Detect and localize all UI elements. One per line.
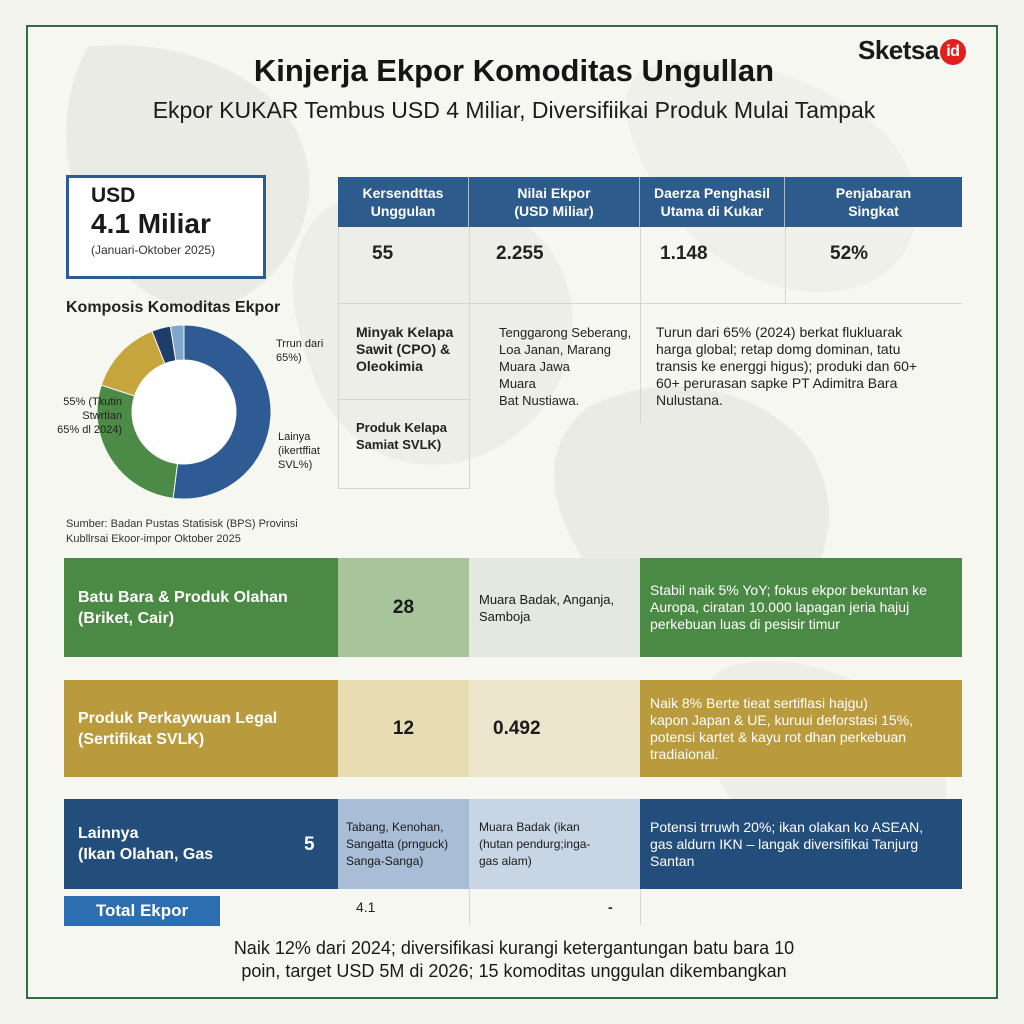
total-currency: USD xyxy=(91,184,136,207)
donut-label-bottom-right-text: Lainya (ikertffiat SVL%) xyxy=(278,431,320,471)
total-export-label: Total Ekpor xyxy=(64,896,220,926)
row1-region-value: 1.148 xyxy=(660,243,708,264)
infographic-frame xyxy=(26,25,998,999)
row-coal-region: Muara Badak, Anganja, Samboja xyxy=(469,558,640,657)
donut-label-top-right xyxy=(276,337,323,365)
donut-label-left-text: 55% (Tkutin Stwrtian 65% dl 2024) xyxy=(57,396,122,436)
row-wood-value: 12 xyxy=(338,680,469,777)
grid-hline xyxy=(338,303,962,304)
logo-text: Sketsa xyxy=(858,35,939,65)
page-subtitle: Ekpor KUKAR Tembus USD 4 Miliar, Diversifiikai Produk Mulai Tampak xyxy=(152,97,876,123)
row-svlk-name: Produk Kelapa Samiat SVLK) xyxy=(356,420,448,452)
row1-description-value: 52% xyxy=(830,243,869,264)
row-other-description: Potensi trruwh 20%; ikan olakan ko ASEAN, gas aldurn IKN – langak diversifikai Tanjurg Santan xyxy=(640,799,962,889)
footnote: Naik 12% dari 2024; diversifikasi kurangi ketergantungan batu bara 10 poin, target USD 5M di 2026; 15 komoditas unggulan dikembangkan xyxy=(233,938,795,981)
grid-vline xyxy=(469,227,470,489)
donut-label-left xyxy=(32,395,122,437)
row-coal-value: 28 xyxy=(338,558,469,657)
row-cpo-name: Minyak Kelapa Sawit (CPO) & Oleokimia xyxy=(356,324,454,374)
header-commodity: Kersendttas Unggulan xyxy=(338,177,469,227)
row-coal-description: Stabil naik 5% YoY; fokus ekpor bekuntan ke Auropa, ciratan 10.000 lapagan jeria hajuj perkebuan luas di pesisir timur xyxy=(640,558,962,657)
row-wood xyxy=(64,680,962,777)
row-cpo-region: Tenggarong Seberang, Loa Janan, Marang Muara Jawa Muara Bat Nustiawa. xyxy=(499,325,632,408)
row-other-region2: Muara Badak (ikan (hutan pendurg;inga- gas alam) xyxy=(469,799,640,889)
row-wood-value2: 0.492 xyxy=(469,680,640,777)
page-title: Kinjerja Ekpor Komoditas Ungullan xyxy=(253,53,775,88)
logo-badge: id xyxy=(940,39,966,65)
header-export-value: Nilai Ekpor (USD Miliar) xyxy=(469,177,640,227)
total-period: (Januari-Oktober 2025) xyxy=(91,243,216,257)
row-other-region: Tabang, Kenohan, Sangatta (prnguck) Sanga-Sanga) xyxy=(338,799,469,889)
row-other-value: 5 xyxy=(304,833,315,855)
row-coal xyxy=(64,558,962,657)
donut-label-bottom-right xyxy=(278,430,320,472)
row-other-name: Lainnya (Ikan Olahan, Gas xyxy=(64,799,338,889)
total-value-box xyxy=(66,175,266,279)
grid-vline xyxy=(640,227,641,423)
grid-hline xyxy=(338,488,469,489)
header-description: Penjabaran Singkat xyxy=(785,177,962,227)
composition-title: Komposis Komoditas Ekpor xyxy=(66,299,281,316)
header-region: Daerza Penghasil Utama di Kukar xyxy=(640,177,785,227)
row-cpo-description: Turun dari 65% (2024) berkat flukluarak harga global; retap domg dominan, tatu transis ke energgi higus); produki dan 60+ 60+ perurasan sapke PT Adimitra Bara Nulustana. xyxy=(656,324,918,408)
row-wood-description: Naik 8% Berte tieat sertiflasi hajgu) kapon Japan & UE, kuruui deforstasi 15%, potensi kartet & kayu rot dhan perkebuan tradiaional. xyxy=(640,680,962,777)
grid-vline xyxy=(469,889,470,925)
row1-commodity-value: 55 xyxy=(372,243,394,264)
donut-hole xyxy=(132,360,236,464)
row-wood-name: Produk Perkaywuan Legal (Sertifikat SVLK) xyxy=(64,680,338,777)
row-other xyxy=(64,799,962,889)
grid-vline xyxy=(338,227,339,489)
grid-vline xyxy=(785,227,786,303)
donut-label-top-right-text: Trrun dari 65%) xyxy=(276,338,324,364)
source-note: Sumber: Badan Pustas Statisisk (BPS) Provinsi Kubllrsai Ekoor-impor Oktober 2025 xyxy=(66,518,298,545)
grid-vline xyxy=(640,889,641,925)
grid-hline xyxy=(338,399,469,400)
total-value: 4.1 Miliar xyxy=(91,208,211,239)
row1-export-value: 2.255 xyxy=(496,243,544,264)
total-export-dash: - xyxy=(608,899,613,915)
total-export-value: 4.1 xyxy=(356,899,376,915)
row-coal-name: Batu Bara & Produk Olahan (Briket, Cair) xyxy=(64,558,338,657)
